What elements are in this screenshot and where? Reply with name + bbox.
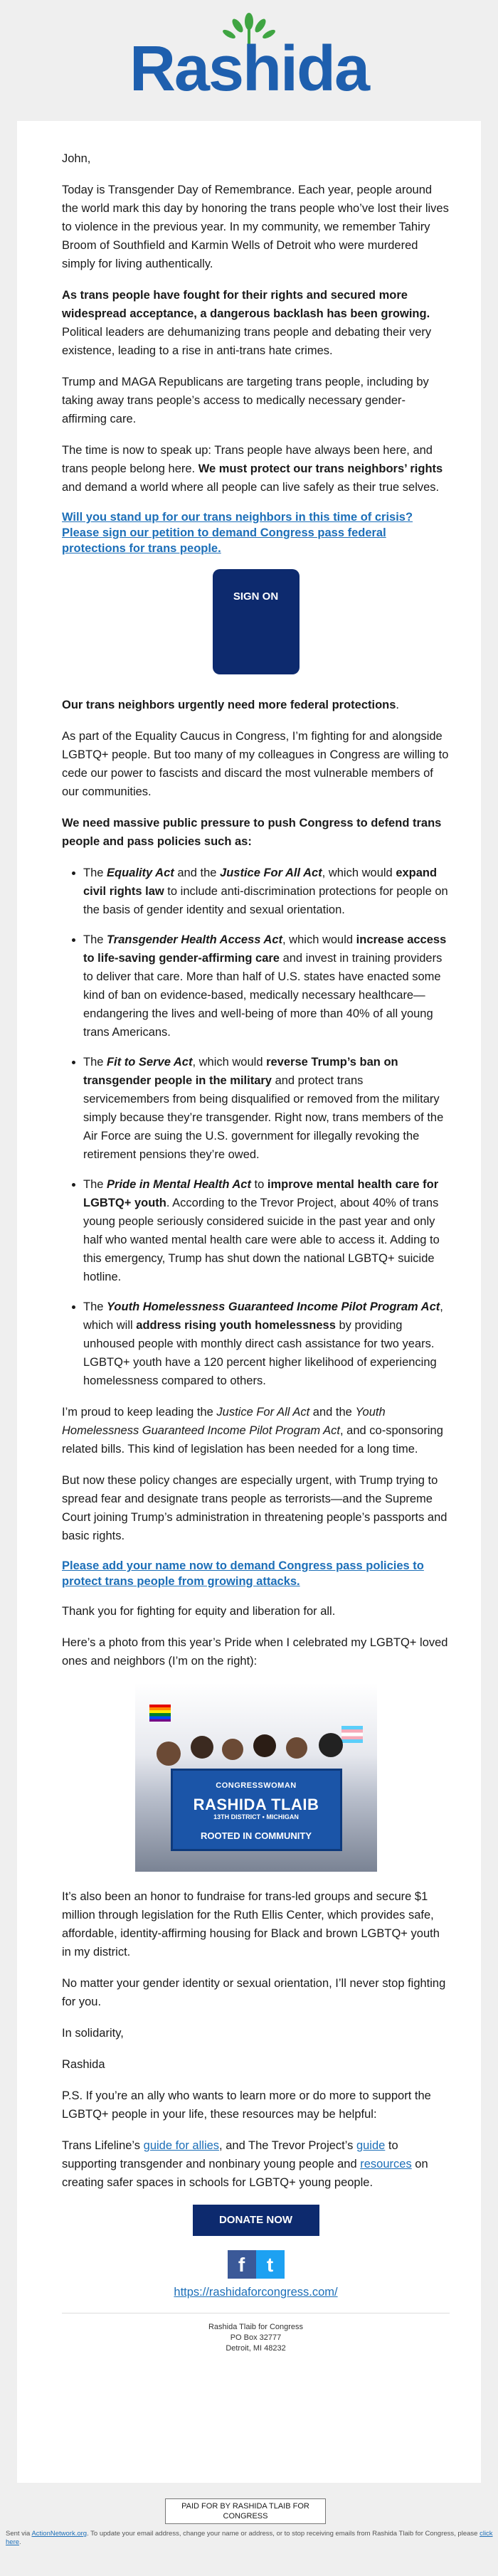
paragraph-photo-intro: Here’s a photo from this year’s Pride when I celebrated my LGBTQ+ loved ones and neighbors (I’m on the right): bbox=[62, 1636, 448, 1668]
mailing-address: Rashida Tlaib for Congress PO Box 32777 Detroit, MI 48232 bbox=[208, 2323, 304, 2353]
facebook-icon[interactable]: f bbox=[228, 2250, 256, 2279]
list-item: • The Pride in Mental Health Act to improve mental health care for LGBTQ+ youth. According to the Trevor Project, about 40% of trans young people seriously considered suicide in the past year and only half who wanted mental health care were able to access it. Adding to this emergency, Trump has shut down the national LGBTQ+ suicide hotline. bbox=[83, 1175, 450, 1286]
paragraph-proud: I’m proud to keep leading the Justice For All Act and the Youth Homelessness Guaranteed Income Pilot Program Act, and co-sponsoring related bills. This kind of legislation has been needed for a long time. bbox=[62, 1406, 443, 1456]
signoff: In solidarity, bbox=[62, 2027, 124, 2040]
list-item: • The Equality Act and the Justice For All Act, which would expand civil rights law to include anti-discrimination protections for people on the basis of gender identity and sexual orientation. bbox=[83, 864, 450, 919]
unsubscribe-link[interactable]: click here bbox=[6, 2530, 493, 2546]
trevor-guide-link[interactable]: guide bbox=[356, 2139, 386, 2152]
website-link[interactable]: https://rashidaforcongress.com/ bbox=[174, 2286, 338, 2299]
pride-photo bbox=[135, 1683, 377, 1872]
twitter-icon[interactable]: t bbox=[256, 2250, 285, 2279]
paragraph-urgent: But now these policy changes are especially urgent, with Trump trying to spread fear and designate trans people as terrorists—and the Supreme Court joining Trump’s administration in threatening people’s passports and basic rights. bbox=[62, 1474, 447, 1542]
email-card bbox=[17, 121, 481, 2483]
paragraph-pressure: We need massive public pressure to push Congress to defend trans people and pass policies such as: bbox=[62, 817, 442, 848]
petition-link[interactable]: Will you stand up for our trans neighbors in this time of crisis? Please sign our petition to demand Congress pass federal protections for trans people. bbox=[62, 511, 413, 555]
person bbox=[319, 1733, 343, 1757]
sign-on-button[interactable]: SIGN ON bbox=[213, 569, 300, 674]
paragraph-thanks: Thank you for fighting for equity and liberation for all. bbox=[62, 1605, 336, 1618]
add-name-link[interactable]: Please add your name now to demand Congress pass policies to protect trans people from growing attacks. bbox=[62, 1559, 424, 1588]
greeting: John, bbox=[62, 152, 91, 165]
campaign-banner: CONGRESSWOMAN RASHIDA TLAIB 13TH DISTRICT • MICHIGAN ROOTED IN COMMUNITY bbox=[171, 1769, 342, 1851]
paragraph-ruth-ellis: It’s also been an honor to fundraise for trans-led groups and secure $1 million through legislation for the Ruth Ellis Center, which provides safe, affordable, identity-affirming housing for Black and brown LGBTQ+ youth in my district. bbox=[62, 1890, 440, 1958]
trans-flag-icon bbox=[341, 1726, 363, 1743]
paragraph-maga: Trump and MAGA Republicans are targeting trans people, including by taking away trans people’s access to medically necessary gender-affirming care. bbox=[62, 376, 429, 425]
paragraph-intro: Today is Transgender Day of Remembrance. Each year, people around the world mark this day by honoring the trans people who’ve lost their lives to violence in the previous year. In my community, we remember Tahiry Broom of Southfield and Karmin Wells of Detroit who were murdered simply for living authentically. bbox=[62, 184, 449, 270]
person bbox=[286, 1737, 307, 1759]
actionnetwork-link[interactable]: ActionNetwork.org bbox=[31, 2530, 88, 2538]
list-item: • The Youth Homelessness Guaranteed Income Pilot Program Act, which will address rising youth homelessness by providing unhoused people with monthly direct cash assistance for two years. LGBTQ+ youth have a 120 percent higher likelihood of experiencing homelessness compared to others. bbox=[83, 1298, 450, 1390]
email-body bbox=[62, 149, 450, 2354]
list-item: • The Fit to Serve Act, which would reverse Trump’s ban on transgender people in the military and protect trans servicemembers from being disqualified or removed from the military simply because they’re transgender. Right now, trans members of the Air Force are suing the U.S. government for illegally revoking the retirement pensions they’re owed. bbox=[83, 1053, 450, 1164]
paragraph-speak-up: The time is now to speak up: Trans people have always been here, and trans people belong here. We must protect our trans neighbors’ rights and demand a world where all people can live safely as their true selves. bbox=[62, 444, 443, 494]
brand-logo bbox=[0, 0, 498, 114]
person bbox=[222, 1739, 243, 1760]
social-links bbox=[62, 2250, 450, 2279]
person bbox=[253, 1734, 276, 1757]
policy-list bbox=[62, 864, 450, 1390]
list-item: • The Transgender Health Access Act, which would increase access to life-saving gender-affirming care and invest in training providers to deliver that care. More than half of U.S. states have enacted some kind of ban on evidence-based, medically necessary healthcare—endangering the lives and well-being of more than 40% of all young trans Americans. bbox=[83, 931, 450, 1041]
paragraph-never-stop: No matter your gender identity or sexual orientation, I’ll never stop fighting for you. bbox=[62, 1977, 446, 2008]
brand-name: Rashida bbox=[129, 33, 369, 105]
person bbox=[191, 1736, 213, 1759]
pride-flag-icon bbox=[149, 1705, 171, 1722]
paragraph-backlash: As trans people have fought for their rights and secured more widespread acceptance, a dangerous backlash has been growing. Political leaders are dehumanizing trans people and debating their very existence, leading to a rise in anti-trans hate crimes. bbox=[62, 289, 432, 357]
guide-for-allies-link[interactable]: guide for allies bbox=[143, 2139, 220, 2152]
person bbox=[157, 1742, 181, 1766]
resources-link[interactable]: resources bbox=[360, 2158, 412, 2170]
paragraph-federal: Our trans neighbors urgently need more federal protections. bbox=[62, 699, 400, 711]
paragraph-equality-caucus: As part of the Equality Caucus in Congress, I’m fighting for and alongside LGBTQ+ people. But too many of my colleagues in Congress are willing to cede our power to fascists and discard the most vulnerable members of our communities. bbox=[62, 730, 449, 798]
signature: Rashida bbox=[62, 2058, 105, 2071]
donate-button[interactable]: DONATE NOW bbox=[193, 2205, 319, 2236]
paragraph-resources: Trans Lifeline’s guide for allies, and The Trevor Project’s guide to supporting transgender and nonbinary young people and resources on creating safer spaces in schools for LGBTQ+ young people. bbox=[62, 2139, 428, 2189]
postscript: P.S. If you’re an ally who wants to learn more or do more to support the LGBTQ+ people in your life, these resources may be helpful: bbox=[62, 2089, 431, 2121]
footer-text: Sent via ActionNetwork.org. To update your email address, change your name or address, or to stop receiving emails from Rashida Tlaib for Congress, please click here. bbox=[6, 2530, 493, 2546]
paid-for-disclaimer: PAID FOR BY RASHIDA TLAIB FOR CONGRESS bbox=[165, 2498, 326, 2524]
